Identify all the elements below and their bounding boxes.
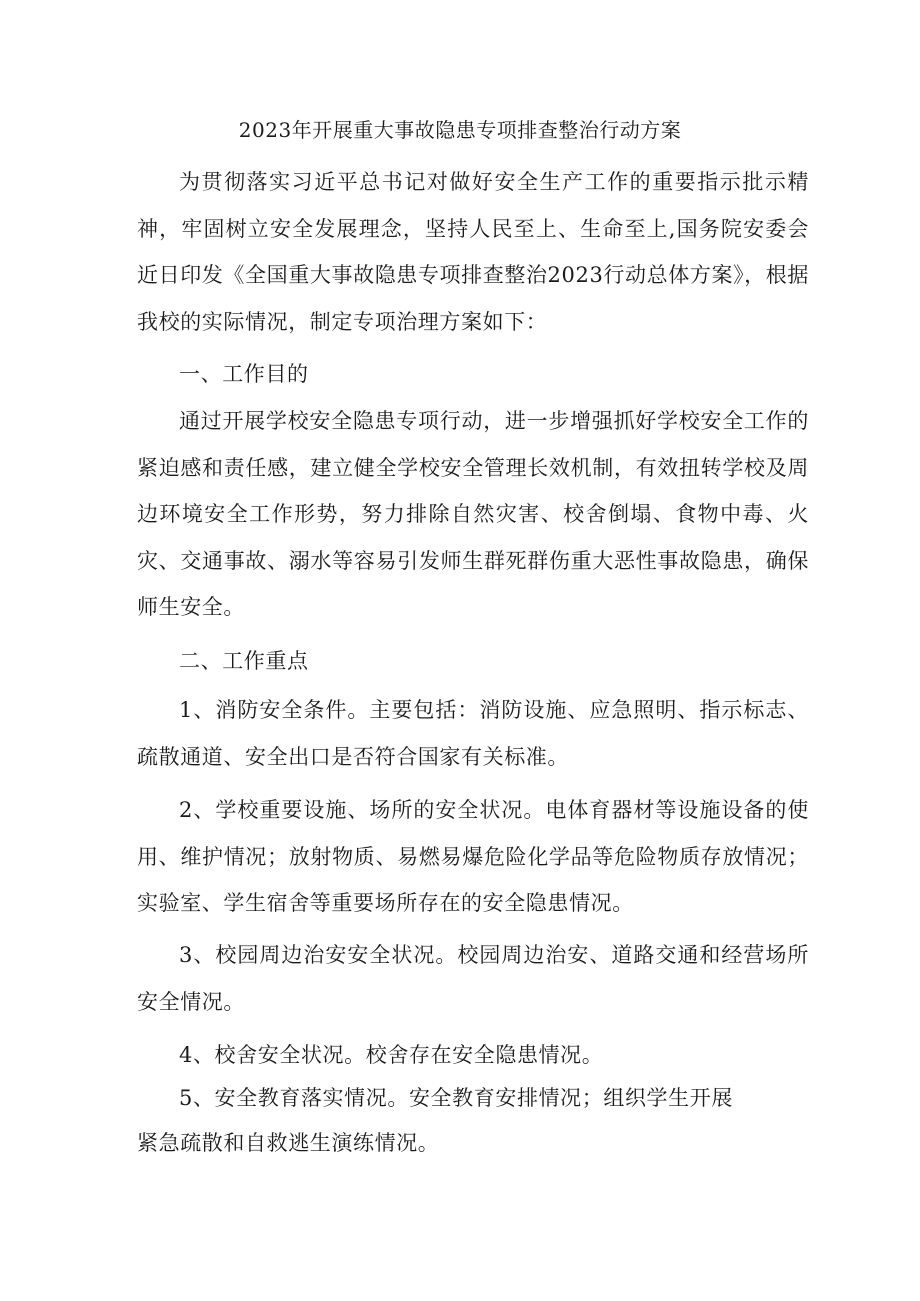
focus-item-building-safety: 4、校舍安全状况。校舍存在安全隐患情况。: [179, 1043, 604, 1067]
focus-item-education-line2: 紧急疏散和自救逃生演练情况。: [137, 1131, 440, 1155]
section-heading-focus: 二、工作重点: [179, 649, 309, 673]
focus-item-campus-security: 3、校园周边治安安全状况。校园周边治安、道路交通和经营场所安全情况。: [137, 943, 809, 1014]
focus-item-education-line1: 5、安全教育落实情况。安全教育安排情况；组织学生开展: [179, 1086, 733, 1110]
focus-item-facilities: 2、学校重要设施、场所的安全状况。电体育器材等设施设备的使用、维护情况；放射物质、易燃易爆危险化学品等危险物质存放情况；实验室、学生宿舍等重要场所存在的安全隐患情况。: [137, 798, 809, 915]
document-title: 2023年开展重大事故隐患专项排查整治行动方案: [238, 118, 682, 142]
purpose-paragraph: 通过开展学校安全隐患专项行动，进一步增强抓好学校安全工作的紧迫感和责任感，建立健全学校安全管理长效机制，有效扭转学校及周边环境安全工作形势，努力排除自然灾害、校舍倒塌、食物中毒、火灾、交通事故、溺水等容易引发师生群死群伤重大恶性事故隐患，确保师生安全。: [137, 409, 809, 619]
intro-paragraph: 为贯彻落实习近平总书记对做好安全生产工作的重要指示批示精神，牢固树立安全发展理念，坚持人民至上、生命至上,国务院安委会近日印发《全国重大事故隐患专项排查整治2023行动总体方案》，根据我校的实际情况，制定专项治理方案如下：: [137, 170, 809, 334]
focus-item-fire-safety: 1、消防安全条件。主要包括：消防设施、应急照明、指示标志、疏散通道、安全出口是否符合国家有关标准。: [137, 698, 809, 769]
section-heading-purpose: 一、工作目的: [179, 362, 309, 386]
